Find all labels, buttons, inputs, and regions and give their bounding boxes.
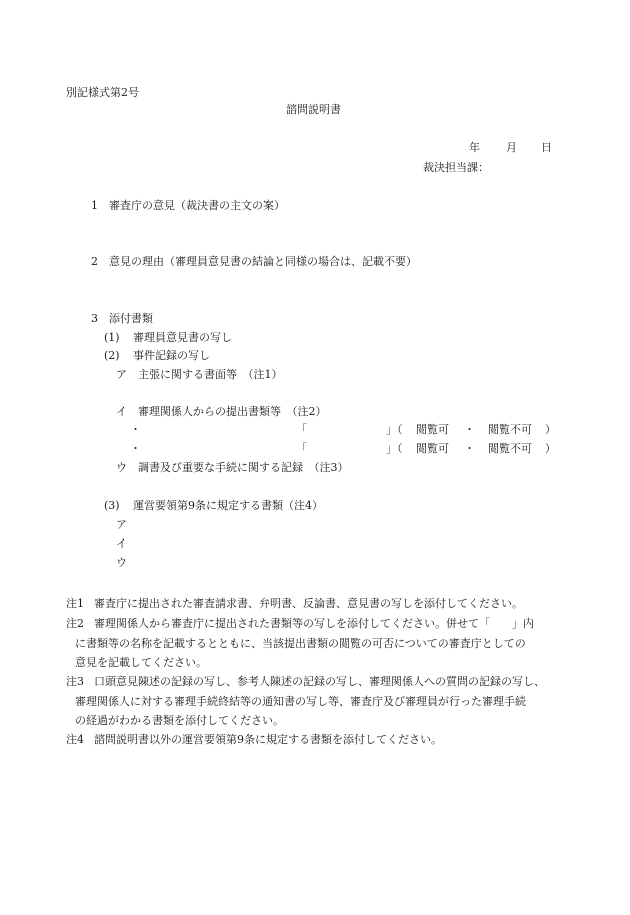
section-2-label: 意見の理由（審理員意見書の結論と同様の場合は、記載不要）: [109, 255, 417, 268]
date-year: 年: [469, 141, 480, 154]
document-row-1-paren-close: ）: [545, 423, 556, 436]
attachment-3-marker-a: ア: [116, 518, 127, 531]
section-1-label: 審査庁の意見（裁決書の主文の案）: [109, 199, 285, 212]
form-number: 別記様式第2号: [66, 86, 139, 99]
note-1-label: 注1: [66, 597, 84, 610]
section-2-number: 2: [91, 255, 98, 268]
document-row-2-viewable: 閲覧可: [416, 442, 449, 455]
attachment-2-label: 事件記録の写し: [133, 349, 210, 362]
section-1-number: 1: [91, 199, 98, 212]
document-row-1-bracket-open: 「: [296, 423, 307, 436]
note-2-text: 審理関係人から審査庁に提出された書類等の写しを添付してください。併せて「 」内: [94, 617, 534, 630]
attachment-1-label: 審理員意見書の写し: [133, 331, 232, 344]
document-row-2-paren-close: ）: [545, 442, 556, 455]
document-row-1-bullet: ・: [130, 423, 141, 436]
document-row-1-sep: ・: [464, 423, 475, 436]
note-3-text-line-3: の経過がわかる書類を添付してください。: [75, 714, 284, 727]
document-row-1-not-viewable: 閲覧不可: [488, 423, 532, 436]
attachment-3-label: 運営要領第9条に規定する書類（注4）: [133, 499, 323, 512]
note-2-text-line-3: 意見を記載してください。: [75, 656, 207, 669]
attachment-2u-label: 調書及び重要な手続に関する記録 （注3）: [138, 461, 349, 474]
note-3-text-line-2: 審理関係人に対する審理手続終結等の通知書の写し等、審査庁及び審理員が行った審理手続: [75, 694, 526, 708]
section-3-label: 添付書類: [109, 312, 153, 325]
document-title: 諮問説明書: [286, 103, 341, 116]
document-row-2-sep: ・: [464, 442, 475, 455]
department-label: 裁決担当課：: [423, 161, 489, 174]
document-row-2-bullet: ・: [130, 442, 141, 455]
note-3-label: 注3: [66, 675, 84, 688]
attachment-3-number: (3): [104, 499, 120, 512]
note-4-label: 注4: [66, 733, 84, 746]
note-4: [66, 730, 571, 750]
note-2-label: 注2: [66, 617, 84, 630]
attachment-3-marker-i: イ: [116, 537, 127, 550]
document-row-2-bracket-close: 」（: [386, 442, 403, 455]
note-3: [66, 672, 571, 731]
document-row-1-viewable: 閲覧可: [416, 423, 449, 436]
attachment-2i-marker: イ: [116, 405, 127, 418]
attachment-2-number: (2): [104, 349, 120, 362]
document-row-1-bracket-close: 」（: [386, 423, 403, 436]
note-1: [66, 594, 571, 614]
attachment-3-marker-u: ウ: [116, 556, 127, 569]
section-3-number: 3: [91, 312, 98, 325]
document-row-2-bracket-open: 「: [296, 442, 307, 455]
date-month: 月: [506, 141, 517, 154]
attachment-1-number: (1): [104, 331, 120, 344]
note-3-text: 口頭意見陳述の記録の写し、参考人陳述の記録の写し、審理関係人への質問の記録の写し、: [94, 675, 545, 688]
date-day: 日: [541, 141, 552, 154]
attachment-2a-marker: ア: [116, 368, 127, 381]
note-4-text: 諮問説明書以外の運営要領第9条に規定する書類を添付してください。: [94, 733, 442, 746]
attachment-2a-label: 主張に関する書面等 （注1）: [138, 368, 283, 381]
document-row-2-not-viewable: 閲覧不可: [488, 442, 532, 455]
note-2: [66, 614, 571, 673]
attachment-2u-marker: ウ: [116, 461, 127, 474]
attachment-2i-label: 審理関係人からの提出書類等 （注2）: [138, 405, 327, 418]
note-1-text: 審査庁に提出された審査請求書、弁明書、反論書、意見書の写しを添付してください。: [94, 597, 523, 610]
note-2-text-line-2: に書類等の名称を記載するとともに、当該提出書類の閲覧の可否についての審査庁としての: [75, 636, 526, 650]
